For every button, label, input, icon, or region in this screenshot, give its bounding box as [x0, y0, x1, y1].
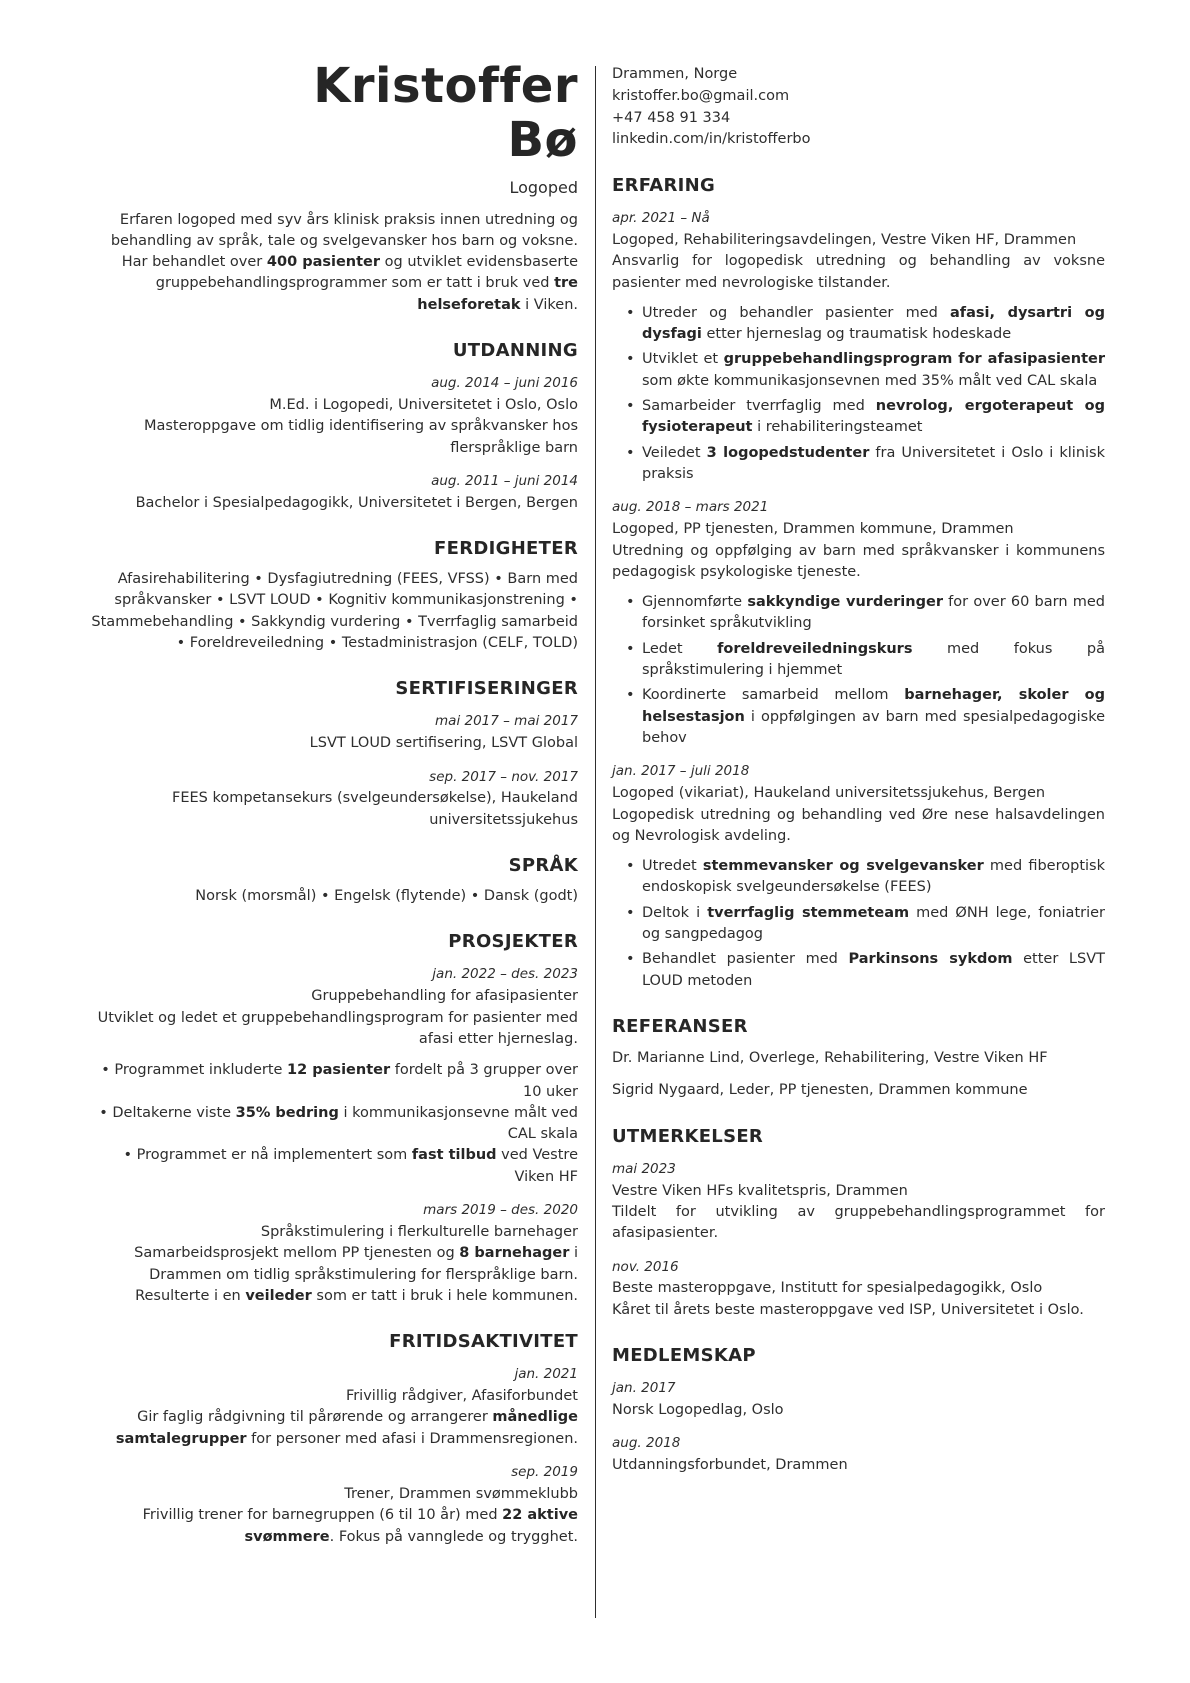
bullet-item: • Gjennomførte sakkyndige vurderinger for over 60 barn med forsinket språkutvikling: [612, 592, 1105, 635]
left-column: [85, 60, 578, 1548]
entry-date: jan. 2017: [612, 1380, 676, 1397]
reference-item: Dr. Marianne Lind, Overlege, Rehabilitering, Vestre Viken HF: [612, 1050, 1048, 1067]
section-skills: [85, 538, 578, 654]
projects-heading: PROSJEKTER: [448, 931, 578, 953]
award-entry: [612, 1160, 1105, 1245]
person-title: Logoped: [509, 177, 578, 197]
entry-date: aug. 2018: [612, 1435, 681, 1452]
section-education: [85, 340, 578, 514]
entry-title: Vestre Viken HFs kvalitetspris, Drammen: [612, 1182, 908, 1199]
entry-date: nov. 2016: [612, 1258, 679, 1275]
entry-title: Norsk Logopedlag, Oslo: [612, 1401, 784, 1418]
section-memberships: [612, 1345, 1105, 1476]
entry-description: Tildelt for utvikling av gruppebehandlingsprogrammet for afasipasienter.: [612, 1203, 1105, 1242]
entry-date: aug. 2014 – juni 2016: [431, 375, 578, 392]
entry-title: LSVT LOUD sertifisering, LSVT Global: [309, 735, 578, 752]
entry-title: Beste masteroppgave, Institutt for spesialpedagogikk, Oslo: [612, 1280, 1043, 1297]
entry-date: jan. 2022 – des. 2023: [432, 966, 578, 983]
hobby-entry: [85, 1463, 578, 1548]
entry-description: Gir faglig rådgivning til pårørende og arrangerer månedlige samtalegrupper for personer med afasi i Drammensregionen.: [115, 1409, 578, 1447]
bullet-item: • Utreder og behandler pasienter med afasi, dysartri og dysfagi etter hjerneslag og traumatisk hodeskade: [612, 303, 1105, 346]
bullet-item: • Deltok i tverrfaglig stemmeteam med ØNH lege, foniatrier og sangpedagog: [612, 903, 1105, 946]
entry-title: Gruppebehandling for afasipasienter: [311, 988, 578, 1005]
bullet-item: • Koordinerte samarbeid mellom barnehager, skoler og helsestasjon i oppfølgingen av barn med spesialpedagogiske behov: [612, 685, 1105, 749]
entry-date: apr. 2021 – Nå: [612, 210, 710, 226]
contact-location: Drammen, Norge: [612, 66, 738, 82]
bullet-item: • Samarbeider tverrfaglig med nevrolog, ergoterapeut og fysioterapeut i rehabiliteringsteamet: [612, 396, 1105, 439]
project-bullets: [85, 1060, 578, 1188]
bullet-item: • Veiledet 3 logopedstudenter fra Universitetet i Oslo i klinisk praksis: [612, 443, 1105, 486]
entry-title: Logoped, PP tjenesten, Drammen kommune, Drammen: [612, 521, 1014, 538]
entry-description: Samarbeidsprosjekt mellom PP tjenesten og 8 barnehager i Drammen om tidlig språkstimulering for flerspråklige barn. Resulterte i en veileder som er tatt i bruk i hele kommunen.: [134, 1245, 578, 1304]
job-entry: [612, 762, 1105, 992]
hobbies-heading: FRITIDSAKTIVITET: [389, 1331, 578, 1353]
entry-title: Frivillig rådgiver, Afasiforbundet: [345, 1388, 578, 1405]
entry-date: aug. 2011 – juni 2014: [431, 472, 578, 489]
bullet-item: • Deltakerne viste 35% bedring i kommunikasjonsevne målt ved CAL skala: [85, 1103, 578, 1146]
entry-date: jan. 2017 – juli 2018: [612, 763, 750, 780]
entry-description: Utviklet og ledet et gruppebehandlingsprogram for pasienter med afasi etter hjerneslag.: [97, 1009, 578, 1047]
entry-date: mai 2023: [612, 1160, 676, 1177]
right-column: [612, 60, 1105, 1476]
bullet-item: • Utviklet et gruppebehandlingsprogram for afasipasienter som økte kommunikasjonsevnen med 35% målt ved CAL skala: [612, 349, 1105, 392]
section-awards: [612, 1126, 1105, 1321]
section-experience: [612, 175, 1105, 992]
awards-heading: UTMERKELSER: [612, 1125, 764, 1147]
contact-email[interactable]: kristoffer.bo@gmail.com: [612, 87, 790, 104]
name-last: Bø: [507, 111, 578, 168]
entry-date: sep. 2019: [511, 1464, 578, 1481]
bullet-item: • Utredet stemmevansker og svelgevansker med fiberoptisk endoskopisk svelgeundersøkelse (FEES): [612, 856, 1105, 899]
column-divider: [595, 66, 596, 1618]
entry-title: Logoped, Rehabiliteringsavdelingen, Vestre Viken HF, Drammen: [612, 231, 1077, 248]
bullet-item: • Behandlet pasienter med Parkinsons sykdom etter LSVT LOUD metoden: [612, 949, 1105, 992]
certification-entry: [85, 712, 578, 754]
entry-description: Utredning og oppfølging av barn med språkvansker i kommunens pedagogisk psykologiske tjeneste.: [612, 542, 1105, 580]
name-first: Kristoffer: [313, 58, 578, 114]
project-entry: [85, 965, 578, 1188]
education-heading: UTDANNING: [452, 340, 578, 362]
bullet-item: • Programmet er nå implementert som fast tilbud ved Vestre Viken HF: [85, 1145, 578, 1188]
skills-list: Afasirehabilitering • Dysfagiutredning (FEES, VFSS) • Barn med språkvansker • LSVT LOUD • Kognitiv kommunikasjonstrening • Stammebehandling • Sakkyndig vurdering • Tverrfaglig samarbeid • Foreldreveiledning • Testadministrasjon (CELF, TOLD): [91, 571, 578, 652]
job-entry: [612, 209, 1105, 485]
section-certifications: [85, 678, 578, 831]
entry-title: Trener, Drammen svømmeklubb: [344, 1485, 578, 1502]
education-entry: [85, 472, 578, 514]
bullet-item: • Programmet inkluderte 12 pasienter fordelt på 3 grupper over 10 uker: [85, 1060, 578, 1103]
education-entry: [85, 374, 578, 459]
languages-heading: SPRÅK: [508, 855, 578, 877]
hobby-entry: [85, 1365, 578, 1450]
project-entry: [85, 1201, 578, 1307]
membership-entry: [612, 1434, 1105, 1476]
job-bullets: [612, 856, 1105, 992]
entry-description: Logopedisk utredning og behandling ved Øre nese halsavdelingen og Nevrologisk avdeling.: [612, 806, 1105, 844]
contact-phone: +47 458 91 334: [612, 109, 731, 126]
entry-date: jan. 2021: [514, 1366, 578, 1383]
certifications-heading: SERTIFISERINGER: [395, 678, 578, 700]
entry-date: mai 2017 – mai 2017: [435, 713, 578, 730]
section-languages: [85, 855, 578, 907]
entry-description: Kåret til årets beste masteroppgave ved ISP, Universitetet i Oslo.: [612, 1301, 1084, 1318]
section-references: [612, 1016, 1105, 1102]
memberships-heading: MEDLEMSKAP: [612, 1345, 756, 1367]
membership-entry: [612, 1379, 1105, 1421]
entry-description: Masteroppgave om tidlig identifisering av språkvansker hos flerspråklige barn: [143, 418, 578, 456]
contact-linkedin[interactable]: linkedin.com/in/kristofferbo: [612, 131, 811, 148]
entry-description: Ansvarlig for logopedisk utredning og behandling av voksne pasienter med nevrologiske tilstander.: [612, 253, 1105, 291]
entry-date: aug. 2018 – mars 2021: [612, 499, 769, 516]
section-hobbies: [85, 1331, 578, 1548]
entry-title: Bachelor i Spesialpedagogikk, Universitetet i Bergen, Bergen: [135, 494, 578, 511]
entry-date: sep. 2017 – nov. 2017: [429, 768, 578, 785]
entry-date: mars 2019 – des. 2020: [423, 1202, 578, 1219]
section-projects: [85, 931, 578, 1307]
entry-description: Frivillig trener for barnegruppen (6 til 10 år) med 22 aktive svømmere. Fokus på vannglede og trygghet.: [142, 1507, 578, 1545]
languages-list: Norsk (morsmål) • Engelsk (flytende) • Dansk (godt): [195, 888, 578, 905]
entry-title: FEES kompetansekurs (svelgeundersøkelse), Haukeland universitetssjukehus: [171, 790, 578, 828]
certification-entry: [85, 768, 578, 832]
reference-item: Sigrid Nygaard, Leder, PP tjenesten, Drammen kommune: [612, 1082, 1028, 1099]
contact-block: [612, 64, 1105, 151]
bullet-item: • Ledet foreldreveiledningskurs med fokus på språkstimulering i hjemmet: [612, 639, 1105, 682]
job-entry: [612, 498, 1105, 749]
award-entry: [612, 1258, 1105, 1322]
entry-title: Utdanningsforbundet, Drammen: [612, 1457, 848, 1474]
references-heading: REFERANSER: [612, 1016, 748, 1038]
entry-title: M.Ed. i Logopedi, Universitetet i Oslo, Oslo: [269, 396, 578, 413]
job-bullets: [612, 303, 1105, 486]
entry-title: Språkstimulering i flerkulturelle barnehager: [260, 1223, 578, 1240]
skills-heading: FERDIGHETER: [434, 538, 578, 560]
entry-title: Logoped (vikariat), Haukeland universitetssjukehus, Bergen: [612, 785, 1046, 802]
person-name: [85, 60, 578, 168]
job-bullets: [612, 592, 1105, 749]
summary-paragraph: Erfaren logoped med syv års klinisk praksis innen utredning og behandling av språk, tale og svelgevansker hos barn og voksne. Har behandlet over 400 pasienter og utviklet evidensbaserte gruppebehandlingsprogrammer som er tatt i bruk ved tre helseforetak i Viken.: [110, 211, 578, 313]
experience-heading: ERFARING: [612, 175, 716, 196]
